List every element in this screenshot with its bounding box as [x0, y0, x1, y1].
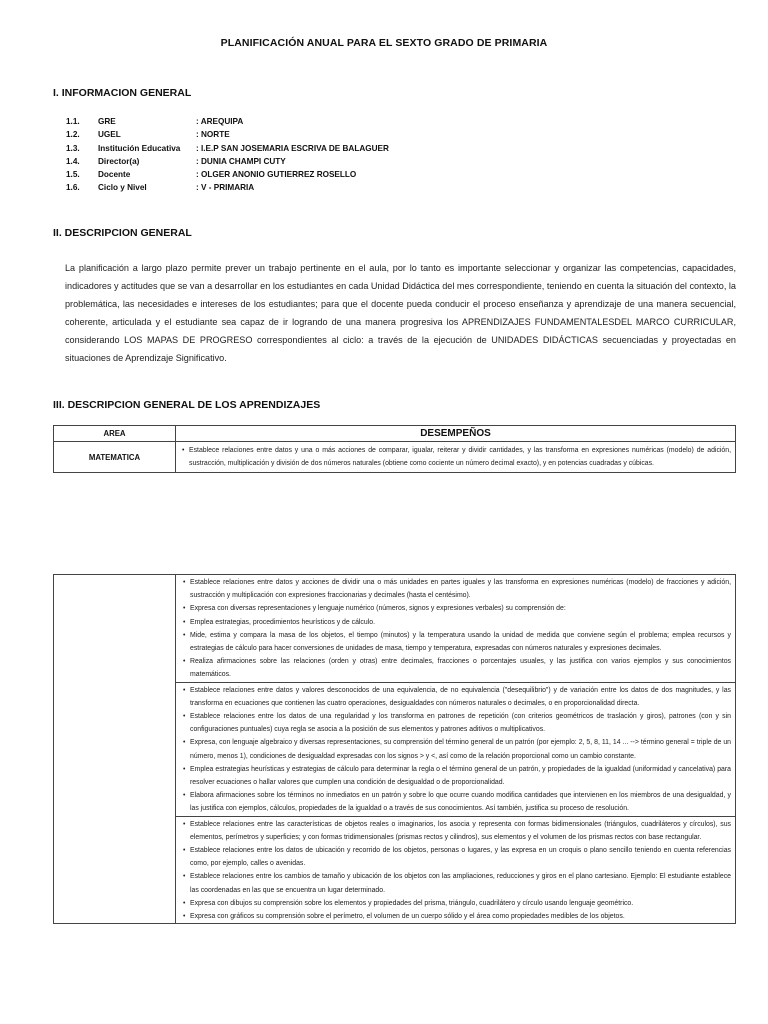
desempeno-item: • Establece relaciones entre datos y una o más acciones de comparar, igualar, reiterar y dividir cantidades, y las transforma en expresiones numéricas (modelo) de adición, sustracción, multiplicación y división de dos números naturales (obtiene como cociente un número decimal exacto), y en potencias cuadradas y cúbicas. — [182, 444, 731, 470]
desempeno-item: • Mide, estima y compara la masa de los objetos, el tiempo (minutos) y la temperatura usando la unidad de medida que conviene según el problema; emplea recursos y estrategias de cálculo para hacer conversiones de unidades de masa, tiempo y temperatura, expresadas con números naturales y expresiones decimales. — [183, 629, 731, 655]
info-label: Institución Educativa — [98, 143, 181, 153]
info-value: : NORTE — [196, 130, 230, 140]
info-row-ugel — [66, 128, 389, 141]
document-title: PLANIFICACIÓN ANUAL PARA EL SEXTO GRADO DE PRIMARIA — [220, 37, 548, 49]
info-row-gre — [66, 115, 389, 128]
general-info-list — [66, 115, 389, 195]
info-row-docente — [66, 168, 389, 181]
info-value: : AREQUIPA — [196, 117, 244, 126]
desempenos-list — [182, 444, 731, 470]
header-area: AREA — [54, 426, 176, 442]
desempeno-item: • Establece relaciones entre los datos de una regularidad y los transforma en patrones de repetición (con criterios geométricos de traslación y giros), patrones (con y sin configuraciones puntuales) cuya regla se asocia a la posición de sus elementos y patrones aditivos o multiplicativos. — [183, 710, 731, 736]
desempeno-item: • Establece relaciones entre los cambios de tamaño y ubicación de los objetos con las ampliaciones, reducciones y giros en el plano cartesiano. Ejemplo: El estudiante establece las coordenadas en las que se encuentra un lugar determinado. — [183, 870, 731, 896]
desempenos-cell — [176, 816, 736, 924]
section-heading-informacion-general: I. INFORMACION GENERAL — [53, 87, 192, 99]
info-number: 1.3. — [66, 143, 80, 153]
table-row — [54, 442, 736, 473]
desempeno-item: • Emplea estrategias, procedimientos heurísticos y de cálculo. — [183, 616, 731, 629]
info-label: Docente — [98, 170, 131, 180]
desempeno-item: • Elabora afirmaciones sobre los términos no inmediatos en un patrón y sobre lo que ocurre cuando modifica cantidades que intervienen en los miembros de una desigualdad, y las justifica con ejemplos, cálculos, propiedades de la igualdad o a través de sus conocimientos. Así también, justifica su proceso de resolución. — [183, 789, 731, 815]
info-value: : I.E.P SAN JOSEMARIA ESCRIVA DE BALAGUER — [196, 143, 389, 153]
info-number: 1.6. — [66, 183, 80, 193]
desempenos-cell — [176, 575, 736, 683]
section-heading-aprendizajes: III. DESCRIPCION GENERAL DE LOS APRENDIZAJES — [53, 399, 321, 411]
section-heading-descripcion-general: II. DESCRIPCION GENERAL — [53, 227, 192, 239]
desempeno-item: • Establece relaciones entre las características de objetos reales o imaginarios, los asocia y representa con formas bidimensionales (triángulos, cuadriláteros y círculos), sus elementos, perímetros y superficies; y con formas tridimensionales (prismas rectos y cilindros), sus elementos y el volumen de los prismas rectos con base rectangular. — [183, 818, 731, 844]
info-label: GRE — [98, 117, 116, 126]
desempenos-list — [183, 818, 731, 924]
table-row — [54, 575, 736, 683]
desempenos-list — [183, 684, 731, 816]
info-label: UGEL — [98, 130, 121, 140]
desempeno-item: • Expresa con gráficos su comprensión sobre el perímetro, el volumen de un cuerpo sólido y el área como propiedades medibles de los objetos. — [183, 910, 731, 923]
desempeno-item: • Establece relaciones entre datos y valores desconocidos de una equivalencia, de no equivalencia ("desequilibrio") y de variación entre los datos de dos magnitudes, y las transforma en ecuaciones que contienen las cuatro operaciones, desigualdades con números naturales o decimales, o en proporcionalidad directa. — [183, 684, 731, 710]
info-label: Director(a) — [98, 156, 140, 166]
competencies-table-continued — [53, 574, 736, 924]
info-row-institucion — [66, 142, 389, 155]
info-label: Ciclo y Nivel — [98, 183, 147, 193]
info-number: 1.1. — [66, 117, 80, 126]
info-value: : DUNIA CHAMPI CUTY — [196, 156, 286, 166]
area-matematica: MATEMATICA — [54, 442, 176, 473]
info-number: 1.5. — [66, 170, 80, 180]
desempeno-item: • Establece relaciones entre datos y acciones de dividir una o más unidades en partes iguales y las transforma en expresiones numéricas (modelo) de fracciones y adición, sustracción y multiplicación con expresiones fraccionarias y decimales (hasta el centésimo). — [183, 576, 731, 602]
info-value: : OLGER ANONIO GUTIERREZ ROSELLO — [196, 170, 357, 180]
desempeno-item: • Expresa con diversas representaciones y lenguaje numérico (números, signos y expresiones verbales) su comprensión de: — [183, 602, 731, 615]
info-number: 1.4. — [66, 156, 80, 166]
desempeno-item: • Establece relaciones entre los datos de ubicación y recorrido de los objetos, personas o lugares, y las expresa en un croquis o plano sencillo teniendo en cuenta referencias como, por ejemplo, calles o avenidas. — [183, 844, 731, 870]
desempeno-item: • Emplea estrategias heurísticas y estrategias de cálculo para determinar la regla o el término general de un patrón, y propiedades de la igualdad (uniformidad y cancelativa) para resolver ecuaciones o hallar valores que cumplen una condición de desigualdad o de proporcionalidad. — [183, 763, 731, 789]
header-desempenos: DESEMPEÑOS — [176, 426, 736, 442]
description-paragraph: La planificación a largo plazo permite prever un trabajo pertinente en el aula, por lo tanto es importante seleccionar y organizar las competencias, capacidades, indicadores y actitudes que se van a desarrollar en los estudiantes en cada Unidad Didáctica del mes correspondiente, teniendo en cuenta la situación del contexto, la problemática, las necesidades e intereses de los estudiantes; para que el docente pueda conducir el proceso enseñanza y aprendizaje de una manera secuencial, coherente, articulada y el estudiante sea capaz de ir logrando de una manera progresiva los APRENDIZAJES FUNDAMENTALESDEL MARCO CURRICULAR, considerando LOS MAPAS DE PROGRESO correspondientes al ciclo: a través de la ejecución de UNIDADES DIDÁCTICAS secuenciadas y proyectadas en situaciones de Aprendizaje Significativo. — [65, 263, 736, 364]
info-value: : V - PRIMARIA — [196, 183, 255, 193]
info-row-director — [66, 155, 389, 168]
info-number: 1.2. — [66, 130, 80, 140]
desempeno-item: • Expresa, con lenguaje algebraico y diversas representaciones, su comprensión del término general de un patrón (por ejemplo: 2, 5, 8, 11, 14 ... --> término general = triple de un número, menos 1), condiciones de desigualdad expresadas con los signos > y <, así como de la relación proporcional como un cambio constante. — [183, 736, 731, 762]
info-row-ciclo — [66, 181, 389, 194]
desempeno-item: • Expresa con dibujos su comprensión sobre los elementos y propiedades del prisma, triángulo, cuadrilátero y círculo usando lenguaje geométrico. — [183, 897, 731, 910]
desempenos-list — [183, 576, 731, 682]
desempenos-cell — [176, 442, 736, 473]
table-header-row — [54, 426, 736, 442]
competencies-table — [53, 425, 736, 473]
area-cell-empty — [54, 575, 176, 924]
desempeno-item: • Realiza afirmaciones sobre las relaciones (orden y otras) entre decimales, fracciones o porcentajes usuales, y las justifica con varios ejemplos y sus conocimientos matemáticos. — [183, 655, 731, 681]
desempenos-cell — [176, 682, 736, 816]
